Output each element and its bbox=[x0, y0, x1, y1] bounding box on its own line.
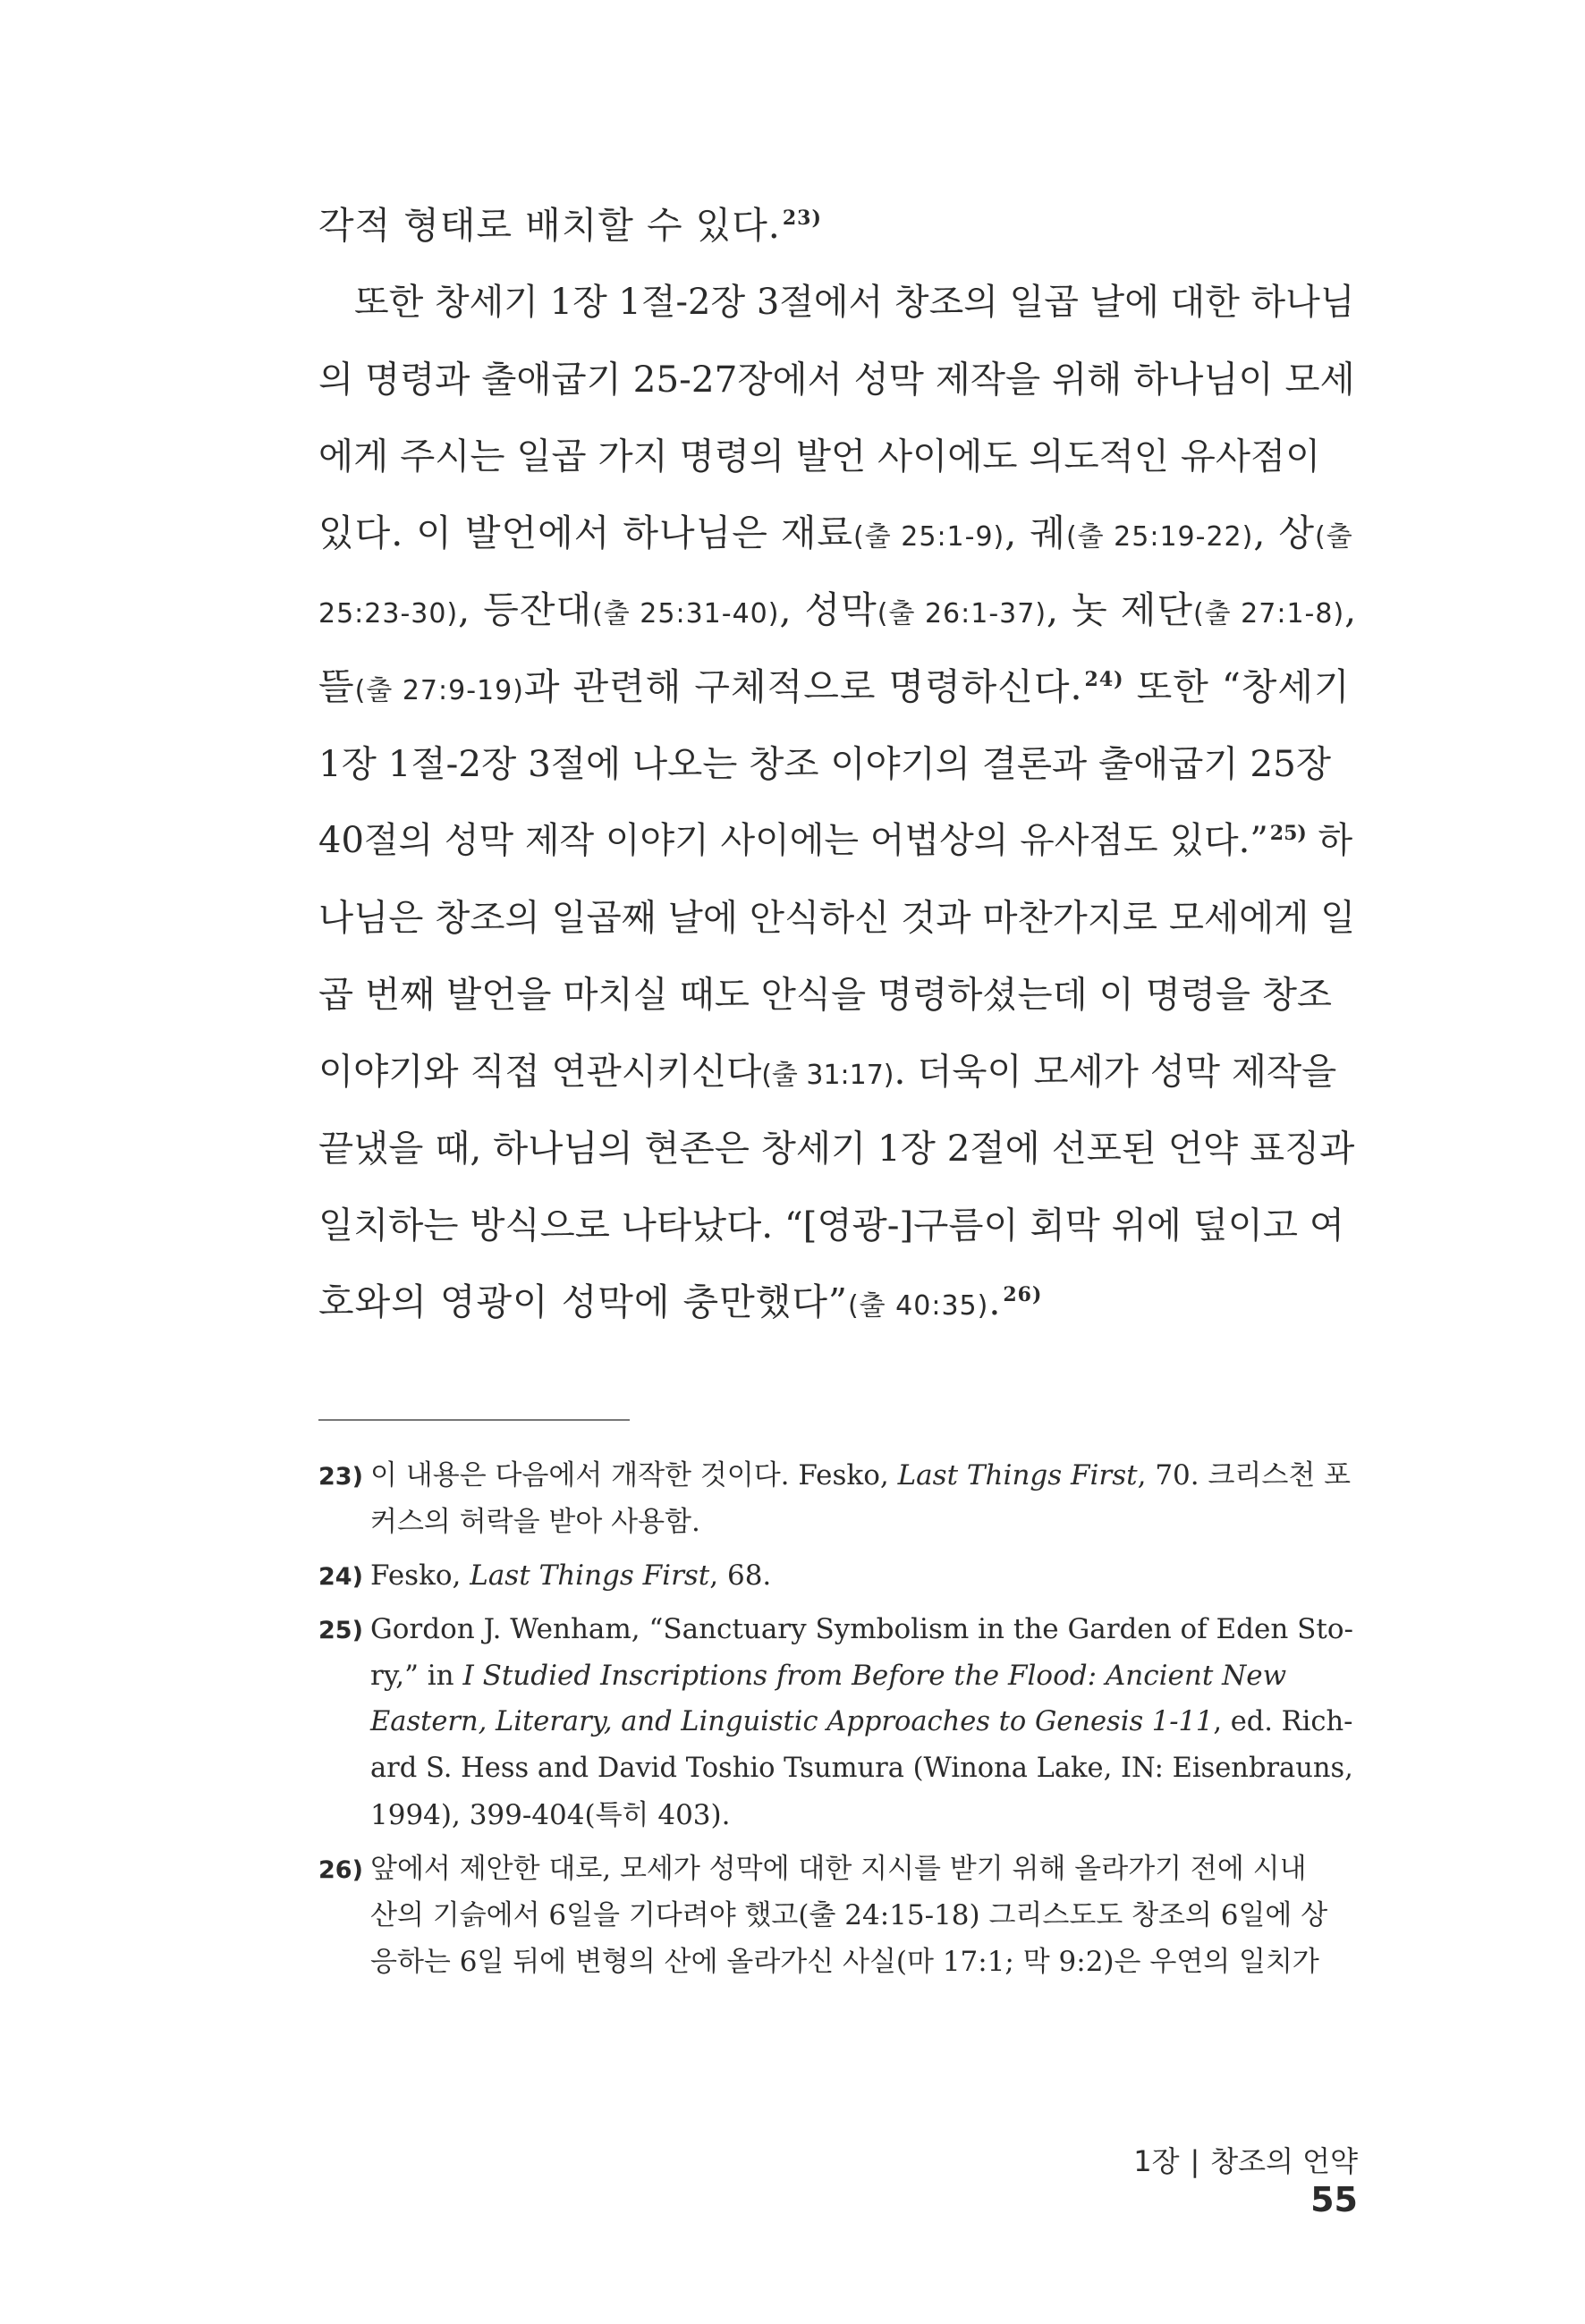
body-line-10 bbox=[318, 891, 1358, 944]
body-line-9 bbox=[318, 814, 1358, 867]
chapter-title: 창조의 언약 bbox=[1210, 2144, 1358, 2178]
footnote-text: 산의 기슭에서 6일을 기다려야 했고(출 24:15-18) 그리스도도 창조의 6일에 상 bbox=[370, 1899, 1328, 1931]
footnote-26-cont bbox=[370, 1939, 1358, 1985]
page-footer bbox=[1073, 2139, 1358, 2219]
body-text: 나님은 창조의 일곱째 날에 안식하신 것과 마찬가지로 모세에게 일 bbox=[318, 896, 1356, 939]
body-text: 뜰 bbox=[318, 665, 355, 708]
body-text: 또한 “창세기 bbox=[1123, 665, 1351, 708]
scripture-ref: (출 25:19-22) bbox=[1065, 521, 1254, 553]
footnote-25-cont bbox=[370, 1745, 1358, 1792]
body-text: 일치하는 방식으로 나타났다. “[영광-]구름이 회막 위에 덮이고 여 bbox=[318, 1204, 1345, 1247]
body-text: 있다. 이 발언에서 하나님은 재료 bbox=[318, 511, 854, 554]
footnote-text: , ed. Rich- bbox=[1213, 1706, 1353, 1737]
footnote-25-cont bbox=[370, 1792, 1358, 1838]
book-title: Last Things First bbox=[470, 1559, 710, 1592]
body-text: , 성막 bbox=[779, 588, 877, 631]
book-title: I Studied Inscriptions from Before the Flood: Ancient New bbox=[462, 1660, 1287, 1692]
body-text: . bbox=[988, 1280, 1002, 1323]
footnote-text: 이 내용은 다음에서 개작한 것이다. Fesko, bbox=[370, 1459, 898, 1492]
body-line-11 bbox=[318, 968, 1358, 1021]
footnote-number: 23) bbox=[318, 1463, 363, 1491]
body-line-13 bbox=[318, 1121, 1358, 1175]
footnote-ref-24: 24) bbox=[1084, 668, 1124, 692]
body-text: , 상 bbox=[1253, 511, 1315, 554]
body-text: 의 명령과 출애굽기 25-27장에서 성막 제작을 위해 하나님이 모세 bbox=[318, 358, 1355, 401]
footnote-text: ry,” in bbox=[370, 1660, 463, 1692]
footnote-23-cont bbox=[370, 1499, 1358, 1545]
body-line-6 bbox=[318, 583, 1358, 641]
body-line-8 bbox=[318, 737, 1358, 790]
footnote-text: 커스의 허락을 받아 사용함. bbox=[370, 1506, 700, 1538]
body-text: 끝냈을 때, 하나님의 현존은 창세기 1장 2절에 선포된 언약 표징과 bbox=[318, 1127, 1355, 1170]
scripture-ref: (출 31:17) bbox=[761, 1060, 894, 1091]
body-line-3 bbox=[318, 352, 1358, 406]
body-line-1 bbox=[318, 199, 1358, 252]
body-text: , 놋 제단 bbox=[1047, 588, 1193, 631]
body-line-5 bbox=[318, 506, 1358, 564]
body-text: 또한 창세기 1장 1절-2장 3절에서 창조의 일곱 날에 대한 하나님 bbox=[354, 282, 1355, 323]
body-text: 40절의 성막 제작 이야기 사이에는 어법상의 유사점도 있다.” bbox=[318, 820, 1268, 861]
body-text: , bbox=[1344, 588, 1358, 631]
scripture-ref: (출 26:1-37) bbox=[877, 598, 1047, 630]
body-text: 하 bbox=[1306, 820, 1353, 861]
footnote-number: 25) bbox=[318, 1617, 363, 1644]
body-text: 1장 1절-2장 3절에 나오는 창조 이야기의 결론과 출애굽기 25장 bbox=[318, 742, 1331, 785]
book-title: Eastern, Literary, and Linguistic Approaches to Genesis 1-11 bbox=[370, 1706, 1214, 1737]
body-line-7 bbox=[318, 660, 1358, 718]
footnote-25-cont bbox=[370, 1652, 1358, 1699]
body-line-14 bbox=[318, 1198, 1358, 1252]
body-text: , 등잔대 bbox=[458, 588, 593, 631]
scripture-ref: (출 27:9-19) bbox=[354, 675, 524, 706]
body-line-15 bbox=[318, 1275, 1358, 1333]
footnote-text: , 70. 크리스천 포 bbox=[1137, 1459, 1352, 1492]
scripture-ref: (출 27:1-8) bbox=[1192, 598, 1345, 630]
footnote-text: 1994), 399-404(특히 403). bbox=[370, 1799, 731, 1831]
body-line-2 bbox=[354, 275, 1358, 329]
scripture-ref: 25:23-30) bbox=[318, 598, 459, 630]
body-text: 과 관련해 구체적으로 명령하신다. bbox=[523, 665, 1083, 708]
footnote-text: 앞에서 제안한 대로, 모세가 성막에 대한 지시를 받기 위해 올라가기 전에 시내 bbox=[370, 1853, 1307, 1885]
chapter-label: 1장 bbox=[1133, 2144, 1180, 2178]
footnote-23 bbox=[318, 1452, 1358, 1500]
scripture-ref: (출 40:35) bbox=[847, 1290, 989, 1322]
footnote-number: 26) bbox=[318, 1856, 363, 1884]
footnote-text: 응하는 6일 뒤에 변형의 산에 올라가신 사실(마 17:1; 막 9:2)은 우연의 일치가 bbox=[370, 1946, 1319, 1978]
page-number: 55 bbox=[1310, 2180, 1358, 2219]
footnote-25 bbox=[318, 1606, 1358, 1654]
body-line-4 bbox=[318, 429, 1358, 483]
body-text: , 궤 bbox=[1004, 511, 1066, 554]
body-text: 곱 번째 발언을 마치실 때도 안식을 명령하셨는데 이 명령을 창조 bbox=[318, 973, 1333, 1016]
body-text: 호와의 영광이 성막에 충만했다” bbox=[318, 1280, 848, 1323]
body-line-12 bbox=[318, 1044, 1358, 1103]
footnote-24 bbox=[318, 1552, 1358, 1601]
body-text: 각적 형태로 배치할 수 있다. bbox=[318, 204, 781, 247]
footnote-number: 24) bbox=[318, 1563, 363, 1591]
scripture-ref: (출 bbox=[1315, 521, 1353, 553]
body-text: 이야기와 직접 연관시키신다 bbox=[318, 1050, 762, 1093]
footnote-ref-26: 26) bbox=[1003, 1283, 1043, 1307]
scripture-ref: (출 25:1-9) bbox=[853, 521, 1005, 553]
footnote-26-cont bbox=[370, 1892, 1358, 1939]
footnote-26 bbox=[318, 1846, 1358, 1894]
footnote-text: ard S. Hess and David Toshio Tsumura (Winona Lake, IN: Eisenbrauns, bbox=[370, 1753, 1353, 1784]
footer-separator: | bbox=[1190, 2144, 1200, 2178]
footnote-ref-25: 25) bbox=[1269, 821, 1307, 845]
footnote-ref-23: 23) bbox=[782, 207, 822, 231]
body-text: . 더욱이 모세가 성막 제작을 bbox=[894, 1050, 1337, 1093]
footnote-text: , 68. bbox=[709, 1559, 772, 1592]
scripture-ref: (출 25:31-40) bbox=[592, 598, 780, 630]
footnote-text: Fesko, bbox=[370, 1559, 470, 1592]
body-text: 에게 주시는 일곱 가지 명령의 발언 사이에도 의도적인 유사점이 bbox=[318, 435, 1321, 477]
footnote-text: Gordon J. Wenham, “Sanctuary Symbolism in the Garden of Eden Sto- bbox=[370, 1613, 1354, 1645]
book-title: Last Things First bbox=[897, 1459, 1138, 1492]
footnote-25-cont bbox=[370, 1699, 1358, 1745]
footnote-divider bbox=[318, 1419, 630, 1421]
